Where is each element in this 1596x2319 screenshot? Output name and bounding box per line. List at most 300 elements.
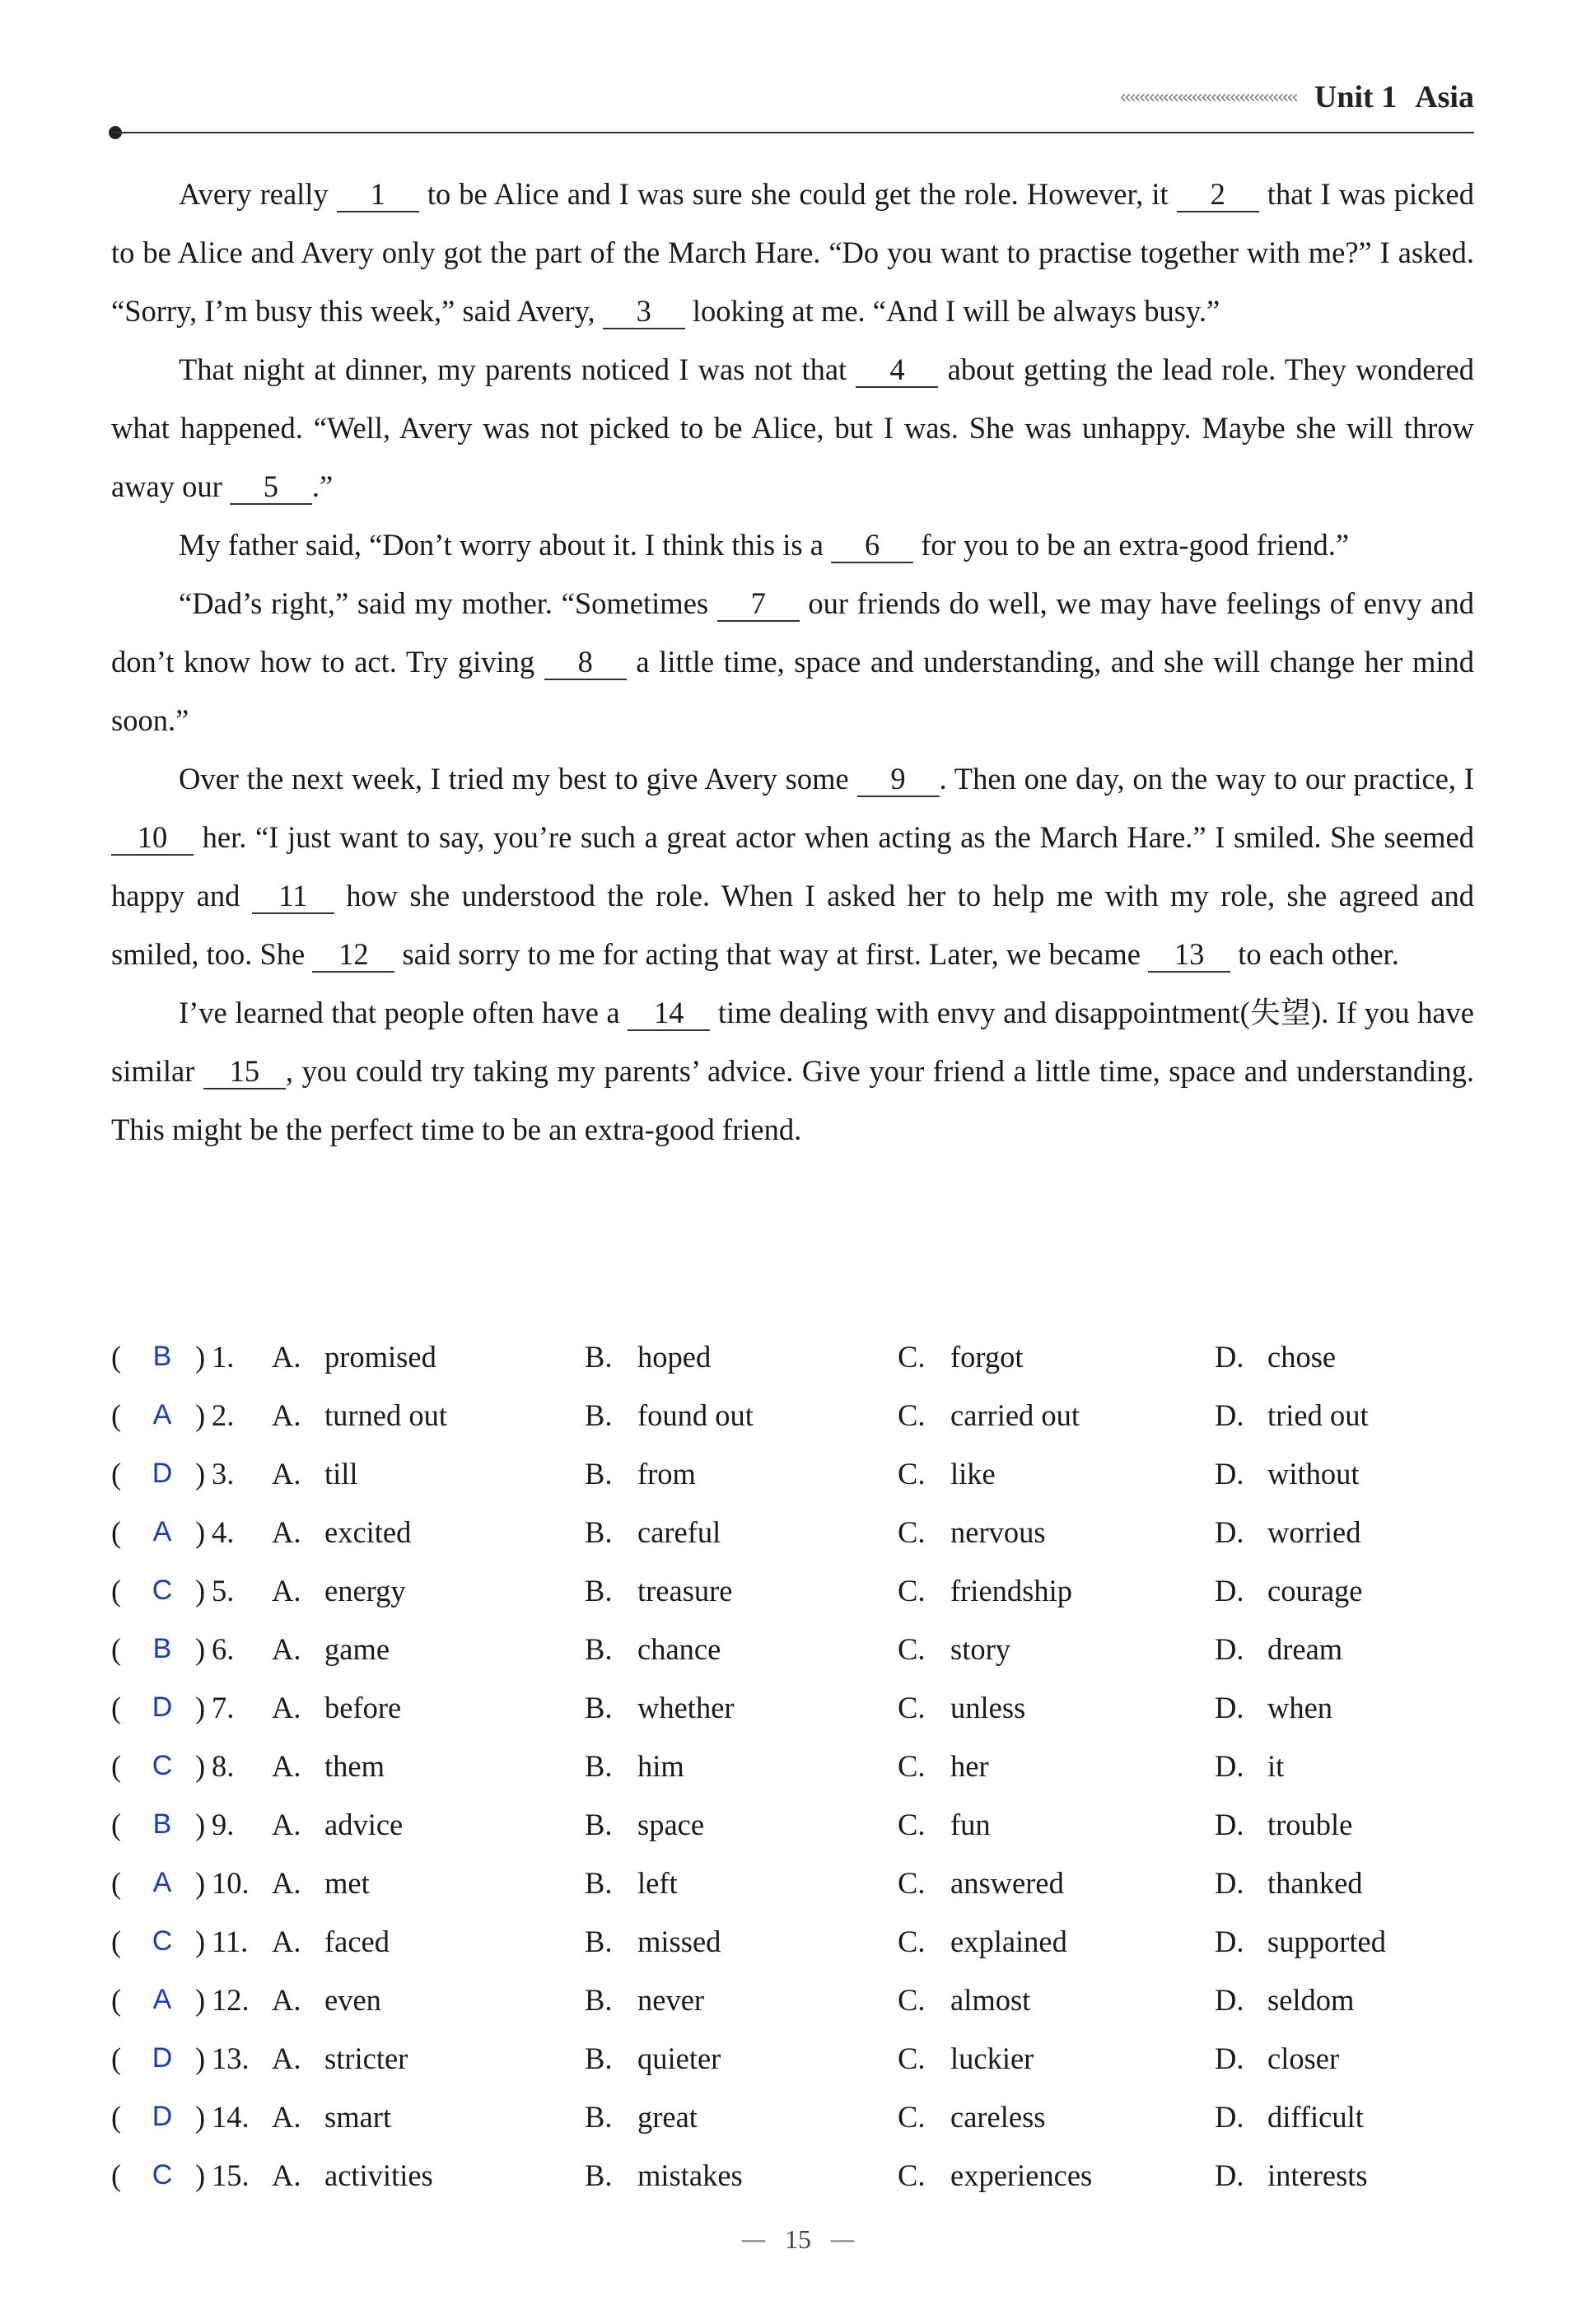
option-text: excited <box>324 1515 412 1549</box>
question-number: 13. <box>212 2041 250 2075</box>
option-text: experiences <box>950 2158 1093 2192</box>
option-letter: A. <box>272 1866 301 1900</box>
option-a <box>272 1561 406 1620</box>
unit-name: Asia <box>1415 80 1474 114</box>
option-letter: D. <box>1215 1632 1244 1666</box>
option-letter: B. <box>585 1925 613 1958</box>
option-a <box>272 1912 390 1971</box>
option-d <box>1215 1561 1363 1620</box>
question-number: 7. <box>212 1691 235 1724</box>
option-text: careless <box>950 2100 1046 2134</box>
option-a <box>272 1737 385 1795</box>
paren-left: ( <box>111 1515 122 1549</box>
option-letter: B. <box>585 1691 613 1724</box>
option-text: closer <box>1267 2041 1340 2075</box>
option-text: met <box>324 1866 370 1900</box>
question-row <box>111 2146 1474 2205</box>
passage-text: our friends do well, we may have feelings of envy and don’t know how to act. Try giving <box>111 586 1474 679</box>
option-text: it <box>1267 1749 1285 1783</box>
question-number: 2. <box>212 1398 235 1432</box>
option-letter: B. <box>585 1340 613 1374</box>
option-letter: C. <box>898 2100 926 2134</box>
passage-text: My father said, “Don’t worry about it. I think this is a <box>179 528 832 562</box>
question-number: 3. <box>212 1457 235 1491</box>
option-text: seldom <box>1267 1983 1355 2017</box>
question-row <box>111 2088 1474 2146</box>
question-number: 9. <box>212 1808 235 1841</box>
option-c <box>898 1503 1046 1561</box>
paren-right: ) <box>195 2158 206 2192</box>
paren-left: ( <box>111 1808 122 1841</box>
option-b <box>585 2029 721 2088</box>
option-letter: B. <box>585 2041 613 2075</box>
paren-right: ) <box>195 1632 206 1666</box>
answer-choice: A <box>152 1516 172 1547</box>
option-d <box>1215 1737 1284 1795</box>
page-number: 15 <box>785 2224 811 2254</box>
blank-15: 15 <box>203 1055 286 1090</box>
passage-text: That night at dinner, my parents noticed I was not that <box>179 352 856 386</box>
option-letter: A. <box>272 2158 301 2192</box>
question-number: 10. <box>212 1866 250 1900</box>
answer-choice: D <box>152 2101 173 2132</box>
option-letter: D. <box>1215 1983 1244 2017</box>
passage-paragraph <box>111 340 1474 516</box>
option-c <box>898 1971 1030 2029</box>
option-d <box>1215 2146 1368 2205</box>
paren-left: ( <box>111 1574 122 1607</box>
option-text: energy <box>324 1574 406 1607</box>
option-text: luckier <box>950 2041 1034 2075</box>
option-d <box>1215 1327 1336 1386</box>
option-letter: C. <box>898 1749 926 1783</box>
unit-label: Unit 1 <box>1314 80 1398 114</box>
blank-13: 13 <box>1148 938 1230 973</box>
option-letter: A. <box>272 1983 301 2017</box>
blank-3: 3 <box>603 295 685 329</box>
paren-right: ) <box>195 1925 206 1958</box>
option-text: missed <box>637 1925 721 1958</box>
option-text: almost <box>950 1983 1031 2017</box>
paren-right: ) <box>195 1691 206 1724</box>
option-letter: A. <box>272 2041 301 2075</box>
option-text: careful <box>637 1515 721 1549</box>
option-c <box>898 1854 1064 1912</box>
option-text: fun <box>950 1808 991 1841</box>
option-d <box>1215 2088 1364 2146</box>
option-a <box>272 2088 391 2146</box>
option-letter: A. <box>272 1925 301 1958</box>
option-letter: D. <box>1215 1515 1244 1549</box>
option-text: stricter <box>324 2041 408 2075</box>
option-letter: A. <box>272 1398 301 1432</box>
question-row <box>111 1327 1474 1386</box>
option-a <box>272 1327 436 1386</box>
option-text: quieter <box>637 2041 721 2075</box>
option-d <box>1215 1620 1342 1678</box>
option-c <box>898 1620 1010 1678</box>
option-text: even <box>324 1983 381 2017</box>
option-letter: B. <box>585 1457 613 1491</box>
option-b <box>585 1386 754 1444</box>
option-letter: A. <box>272 2100 301 2134</box>
passage-text: “Dad’s right,” said my mother. “Sometimes <box>179 586 717 620</box>
option-text: great <box>637 2100 698 2134</box>
option-text: like <box>950 1457 996 1491</box>
option-letter: B. <box>585 1983 613 2017</box>
option-text: story <box>950 1632 1010 1666</box>
option-a <box>272 2029 408 2088</box>
option-text: them <box>324 1749 385 1783</box>
answer-choice: A <box>152 1399 172 1430</box>
paren-right: ) <box>195 1574 206 1607</box>
paren-right: ) <box>195 1340 206 1374</box>
option-a <box>272 1971 381 2029</box>
option-text: from <box>637 1457 696 1491</box>
paren-left: ( <box>111 1398 122 1432</box>
blank-4: 4 <box>856 353 938 388</box>
option-letter: D. <box>1215 1398 1244 1432</box>
option-letter: A. <box>272 1632 301 1666</box>
passage-paragraph <box>111 983 1474 1159</box>
option-d <box>1215 1678 1332 1737</box>
blank-8: 8 <box>544 646 627 680</box>
option-letter: C. <box>898 1983 926 2017</box>
paren-right: ) <box>195 1866 206 1900</box>
question-row <box>111 1795 1474 1854</box>
answer-choice: B <box>152 1341 172 1372</box>
answer-choice: C <box>152 1575 173 1606</box>
paren-right: ) <box>195 2041 206 2075</box>
option-d <box>1215 1386 1369 1444</box>
answer-choice: C <box>152 1750 173 1781</box>
chevron-decoration-icon: ‹‹‹‹‹‹‹‹‹‹‹‹‹‹‹‹‹‹‹‹‹‹‹‹‹‹‹‹‹‹‹‹‹‹‹‹‹ <box>1119 86 1296 108</box>
option-letter: D. <box>1215 2158 1244 2192</box>
passage-text: , you could try taking my parents’ advice. Give your friend a little time, space and understanding. This might be the perfect time to be an extra-good friend. <box>111 1054 1474 1146</box>
passage-text: Over the next week, I tried my best to give Avery some <box>179 762 857 796</box>
option-text: smart <box>324 2100 392 2134</box>
question-number: 4. <box>212 1515 235 1549</box>
option-letter: B. <box>585 1574 613 1607</box>
option-b <box>585 1737 684 1795</box>
option-text: advice <box>324 1808 404 1841</box>
footer-dash-right-icon: — <box>829 2223 856 2255</box>
option-letter: B. <box>585 1749 613 1783</box>
option-text: unless <box>950 1691 1026 1724</box>
option-letter: C. <box>898 1866 926 1900</box>
blank-5: 5 <box>230 470 312 505</box>
passage-text: her. “I just want to say, you’re such a great actor when acting as the March Hare.” I smiled. She seemed happy and <box>111 820 1474 912</box>
option-letter: A. <box>272 1749 301 1783</box>
option-letter: D. <box>1215 1574 1244 1607</box>
answer-choice: A <box>152 1984 172 2015</box>
option-c <box>898 1678 1025 1737</box>
option-text: without <box>1267 1457 1360 1491</box>
question-number: 5. <box>212 1574 235 1607</box>
option-text: thanked <box>1267 1866 1363 1900</box>
option-letter: D. <box>1215 1457 1244 1491</box>
option-b <box>585 1620 721 1678</box>
question-row <box>111 1444 1474 1503</box>
paren-right: ) <box>195 1457 206 1491</box>
question-row <box>111 1854 1474 1912</box>
paren-left: ( <box>111 2041 122 2075</box>
option-text: hoped <box>637 1340 712 1374</box>
paren-left: ( <box>111 1457 122 1491</box>
option-b <box>585 1912 721 1971</box>
option-d <box>1215 1854 1363 1912</box>
option-text: till <box>324 1457 358 1491</box>
option-letter: D. <box>1215 2100 1244 2134</box>
question-row <box>111 1678 1474 1737</box>
passage-text: how she understood the role. When I asked her to help me with my role, she agreed and smiled, too. She <box>111 879 1474 971</box>
cloze-passage <box>111 165 1474 1159</box>
option-letter: C. <box>898 1925 926 1958</box>
blank-1: 1 <box>337 178 419 212</box>
option-letter: C. <box>898 2041 926 2075</box>
header-divider <box>115 132 1474 133</box>
option-letter: D. <box>1215 2041 1244 2075</box>
option-d <box>1215 1971 1354 2029</box>
question-row <box>111 1737 1474 1795</box>
option-c <box>898 1444 996 1503</box>
question-number: 11. <box>212 1925 249 1958</box>
option-text: dream <box>1267 1632 1343 1666</box>
option-d <box>1215 1912 1386 1971</box>
passage-text: a little time, space and understanding, and she will change her mind soon.” <box>111 645 1475 737</box>
option-letter: D. <box>1215 1808 1244 1841</box>
option-c <box>898 1561 1072 1620</box>
option-letter: D. <box>1215 1866 1244 1900</box>
paren-left: ( <box>111 1866 122 1900</box>
blank-9: 9 <box>857 763 940 797</box>
page-footer <box>0 2223 1596 2255</box>
answer-choice: D <box>152 1691 173 1723</box>
option-text: whether <box>637 1691 735 1724</box>
option-text: mistakes <box>637 2158 743 2192</box>
passage-text: to be Alice and I was sure she could get the role. However, it <box>418 177 1177 211</box>
question-row <box>111 1503 1474 1561</box>
paren-left: ( <box>111 1749 122 1783</box>
option-text: before <box>324 1691 402 1724</box>
option-a <box>272 1795 403 1854</box>
option-text: treasure <box>637 1574 733 1607</box>
option-text: interests <box>1267 2158 1368 2192</box>
option-text: carried out <box>950 1398 1080 1432</box>
option-letter: C. <box>898 1457 926 1491</box>
option-a <box>272 1503 411 1561</box>
passage-text: about getting the lead role. They wondered what happened. “Well, Avery was not picked to be Alice, but I was. She was unhappy. Maybe she will throw away our <box>111 352 1474 503</box>
paren-right: ) <box>195 1515 206 1549</box>
option-letter: C. <box>898 2158 926 2192</box>
option-letter: D. <box>1215 1340 1244 1374</box>
option-text: him <box>637 1749 684 1783</box>
paren-right: ) <box>195 1983 206 2017</box>
paren-left: ( <box>111 2158 122 2192</box>
blank-10: 10 <box>111 821 194 856</box>
passage-text: .” <box>311 469 334 503</box>
question-number: 12. <box>212 1983 250 2017</box>
option-letter: C. <box>898 1691 926 1724</box>
option-text: answered <box>950 1866 1064 1900</box>
option-letter: D. <box>1215 1749 1244 1783</box>
option-text: tried out <box>1267 1398 1369 1432</box>
paren-left: ( <box>111 1340 122 1374</box>
option-text: turned out <box>324 1398 448 1432</box>
option-c <box>898 1912 1067 1971</box>
question-row <box>111 1386 1474 1444</box>
option-text: space <box>637 1808 705 1841</box>
option-c <box>898 2146 1092 2205</box>
passage-paragraph <box>111 574 1474 749</box>
option-a <box>272 1444 358 1503</box>
answer-choice: B <box>152 1633 172 1664</box>
option-letter: B. <box>585 1515 613 1549</box>
option-b <box>585 1854 678 1912</box>
passage-text: to each other. <box>1230 937 1399 971</box>
option-b <box>585 2146 743 2205</box>
option-a <box>272 1854 370 1912</box>
option-b <box>585 1678 735 1737</box>
option-d <box>1215 1503 1361 1561</box>
blank-2: 2 <box>1177 178 1259 212</box>
option-text: when <box>1267 1691 1333 1724</box>
option-letter: A. <box>272 1457 301 1491</box>
passage-text: that I was picked to be Alice and Avery only got the part of the March Hare. “Do you want to practise together with me?” I asked. “Sorry, I’m busy this week,” said Avery, <box>111 177 1474 328</box>
option-c <box>898 1795 991 1854</box>
option-c <box>898 2088 1046 2146</box>
option-text: chose <box>1267 1340 1337 1374</box>
question-number: 1. <box>212 1340 235 1374</box>
passage-text: for you to be an extra-good friend.” <box>913 528 1350 562</box>
paren-left: ( <box>111 1632 122 1666</box>
question-row <box>111 1971 1474 2029</box>
option-text: explained <box>950 1925 1067 1958</box>
option-text: trouble <box>1267 1808 1353 1841</box>
option-letter: C. <box>898 1632 926 1666</box>
paren-right: ) <box>195 1808 206 1841</box>
option-letter: A. <box>272 1808 301 1841</box>
option-letter: A. <box>272 1691 301 1724</box>
option-b <box>585 1503 721 1561</box>
option-letter: B. <box>585 1866 613 1900</box>
passage-text: I’ve learned that people often have a <box>179 996 628 1029</box>
option-a <box>272 1620 390 1678</box>
passage-paragraph <box>111 749 1474 983</box>
passage-text: . Then one day, on the way to our practice, I <box>939 762 1474 796</box>
option-letter: C. <box>898 1515 926 1549</box>
option-d <box>1215 1444 1360 1503</box>
question-row <box>111 1912 1474 1971</box>
option-letter: B. <box>585 1808 613 1841</box>
option-letter: B. <box>585 1398 613 1432</box>
option-letter: D. <box>1215 1925 1244 1958</box>
answer-choice: B <box>152 1808 172 1840</box>
option-text: courage <box>1267 1574 1363 1607</box>
option-text: difficult <box>1267 2100 1364 2134</box>
paren-left: ( <box>111 2100 122 2134</box>
option-text: forgot <box>950 1340 1024 1374</box>
question-row <box>111 1561 1474 1620</box>
option-text: chance <box>637 1632 721 1666</box>
option-text: worried <box>1267 1515 1361 1549</box>
blank-7: 7 <box>717 587 800 622</box>
option-b <box>585 2088 698 2146</box>
option-letter: B. <box>585 2100 613 2134</box>
option-b <box>585 1561 733 1620</box>
passage-text: looking at me. “And I will be always busy.” <box>684 294 1220 328</box>
question-row <box>111 1620 1474 1678</box>
page-header <box>898 79 1474 128</box>
passage-paragraph <box>111 165 1474 340</box>
option-text: nervous <box>950 1515 1046 1549</box>
option-letter: A. <box>272 1574 301 1607</box>
paren-right: ) <box>195 2100 206 2134</box>
option-text: promised <box>324 1340 436 1374</box>
option-b <box>585 1795 704 1854</box>
question-number: 14. <box>212 2100 250 2134</box>
paren-right: ) <box>195 1749 206 1783</box>
blank-12: 12 <box>312 938 394 973</box>
option-b <box>585 1971 704 2029</box>
blank-14: 14 <box>628 996 710 1031</box>
option-c <box>898 1386 1080 1444</box>
option-letter: A. <box>272 1515 301 1549</box>
option-c <box>898 1327 1024 1386</box>
option-a <box>272 2146 433 2205</box>
option-b <box>585 1444 696 1503</box>
option-text: left <box>637 1866 678 1900</box>
question-row <box>111 2029 1474 2088</box>
option-letter: A. <box>272 1340 301 1374</box>
paren-left: ( <box>111 1983 122 2017</box>
option-d <box>1215 1795 1352 1854</box>
passage-text: time dealing with envy and disappointment(失望). If you have similar <box>111 996 1475 1088</box>
option-text: faced <box>324 1925 390 1958</box>
option-b <box>585 1327 711 1386</box>
option-d <box>1215 2029 1339 2088</box>
answer-choice: C <box>152 1925 173 1957</box>
blank-11: 11 <box>252 880 334 914</box>
option-letter: B. <box>585 1632 613 1666</box>
option-letter: D. <box>1215 1691 1244 1724</box>
question-number: 6. <box>212 1632 235 1666</box>
passage-text: Avery really <box>179 177 337 211</box>
passage-text: said sorry to me for acting that way at first. Later, we became <box>394 937 1149 971</box>
question-number: 15. <box>212 2158 250 2192</box>
answer-choice: D <box>152 2042 173 2074</box>
option-c <box>898 2029 1034 2088</box>
paren-right: ) <box>195 1398 206 1432</box>
option-c <box>898 1737 989 1795</box>
option-text: supported <box>1267 1925 1386 1958</box>
option-letter: C. <box>898 1808 926 1841</box>
option-letter: C. <box>898 1574 926 1607</box>
answer-choice: A <box>152 1867 172 1898</box>
question-number: 8. <box>212 1749 235 1783</box>
option-text: her <box>950 1749 989 1783</box>
option-text: never <box>637 1983 705 2017</box>
passage-paragraph <box>111 516 1474 574</box>
option-text: friendship <box>950 1574 1072 1607</box>
option-text: game <box>324 1632 390 1666</box>
option-a <box>272 1386 447 1444</box>
paren-left: ( <box>111 1925 122 1958</box>
option-letter: B. <box>585 2158 613 2192</box>
answer-options <box>111 1327 1474 2205</box>
option-text: activities <box>324 2158 433 2192</box>
footer-dash-left-icon: — <box>740 2223 767 2255</box>
